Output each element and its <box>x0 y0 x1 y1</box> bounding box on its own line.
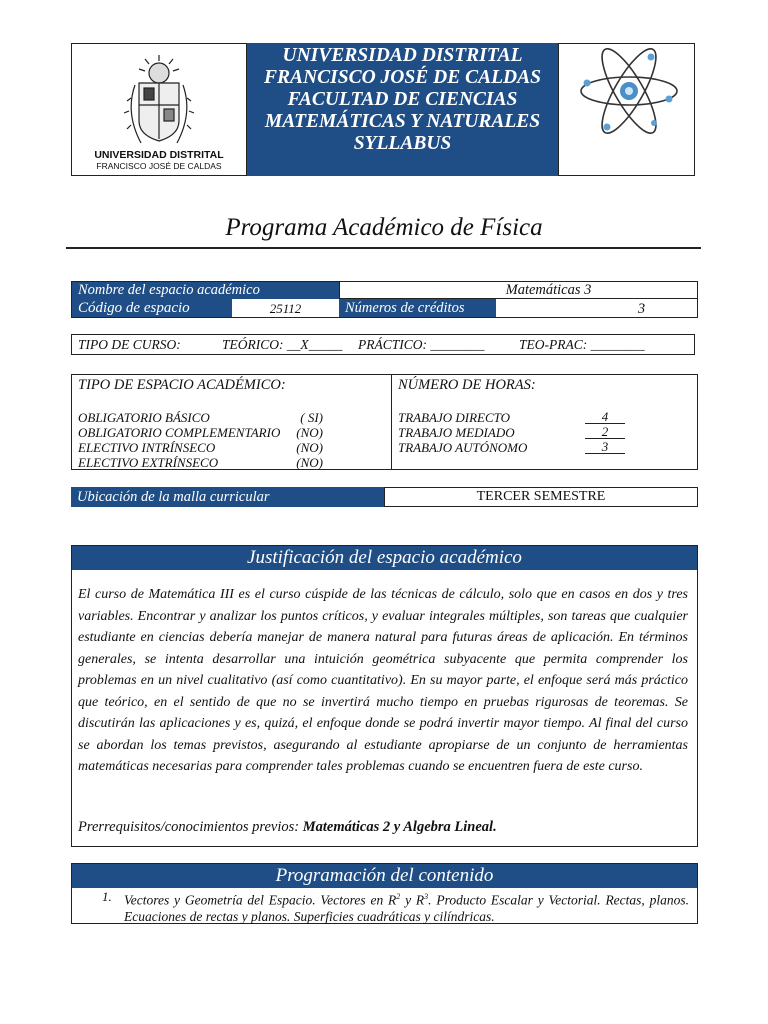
course-type-teoprac: TEO-PRAC: ________ <box>519 337 645 352</box>
space-type-item <box>78 425 323 440</box>
location-value: TERCER SEMESTRE <box>384 487 698 507</box>
space-type-name: ELECTIVO EXTRÍNSECO <box>78 455 219 470</box>
space-type-name: ELECTIVO INTRÍNSECO <box>78 440 216 455</box>
space-type-value: (NO) <box>296 425 323 440</box>
header-title-line: UNIVERSIDAD DISTRITAL <box>282 45 523 66</box>
program-title: Programa Académico de Física <box>225 214 543 241</box>
university-logo <box>71 43 247 176</box>
prereq-value: Matemáticas 2 y Algebra Lineal. <box>302 819 497 835</box>
space-type-item <box>78 455 323 470</box>
hours-value: 2 <box>585 425 625 439</box>
credits-label: Números de créditos <box>339 299 496 317</box>
course-type-row <box>71 334 695 355</box>
space-type-value: ( SI) <box>300 410 323 425</box>
content-sup1: 2 <box>396 892 401 901</box>
info-table <box>71 281 698 318</box>
space-type-value: (NO) <box>296 440 323 455</box>
hours-item <box>398 410 628 425</box>
hours-value: 4 <box>585 410 625 424</box>
header-title <box>247 43 558 176</box>
header-title-line: MATEMÁTICAS Y NATURALES <box>264 111 541 132</box>
content-text-c: . Producto Escalar y Vectorial. Rectas, planos. Ecuaciones de rectas y planos. Superficies cuadráticas y cilíndricas. <box>124 892 689 924</box>
code-value: 25112 <box>269 301 302 316</box>
header-title-line: FACULTAD DE CIENCIAS <box>287 89 518 110</box>
course-type-practico: PRÁCTICO: ________ <box>358 337 485 352</box>
hours-label: NÚMERO DE HORAS: <box>398 377 536 393</box>
justification-text: El curso de Matemática III es el curso cúspide de las técnicas de cálculo, solo que en casos en dos y tres variables. Encontrar y analizar los puntos críticos, y evaluar integrales múltiples, son tareas que cualquier estudiante en ciencias debería manejar de manera natural para futuras áreas de aplicación. En términos generales, se intenta desarrollar una intuición geométrica subyacente que permita comprender los problemas en un nivel cualitativo (así como cuantitativo). En su mayor parte, el enfoque será más práctico que teórico, en el sentido de que no se invertirá mucho tiempo en pruebas rigurosas de teoremas. Se discutirán las aplicaciones y es, quizá, el enfoque donde se podrá invertir mayor tiempo. Al final del curso se abordan los temas previstos, asegurando al estudiante apropiarse de un conjunto de herramientas matemáticas necesarias para comprender tales problemas cuando se encuentren fuera de este curso. <box>78 587 688 774</box>
hours-name: TRABAJO MEDIADO <box>398 425 515 440</box>
hours-name: TRABAJO DIRECTO <box>398 410 511 425</box>
name-value: Matemáticas 3 <box>339 282 697 299</box>
logo-name: UNIVERSIDAD DISTRITAL <box>94 149 224 161</box>
prerequisites <box>78 817 688 839</box>
space-type-item <box>78 440 323 455</box>
content-item <box>124 889 689 925</box>
atom-image <box>558 43 695 176</box>
hours-value: 3 <box>585 440 625 454</box>
justification-box <box>71 545 698 847</box>
space-type-name: OBLIGATORIO BÁSICO <box>78 410 210 425</box>
hours-name: TRABAJO AUTÓNOMO <box>398 440 528 455</box>
atom-icon <box>559 43 696 176</box>
logo-subname: FRANCISCO JOSÉ DE CALDAS <box>96 161 222 171</box>
prereq-label: Prerrequisitos/conocimientos previos: <box>78 819 300 835</box>
space-hours-table <box>71 374 698 470</box>
content-title: Programación del contenido <box>72 864 697 888</box>
space-type-name: OBLIGATORIO COMPLEMENTARIO <box>78 425 281 440</box>
content-box <box>71 863 698 924</box>
content-sup2: 3 <box>424 892 429 901</box>
credits-value: 3 <box>637 301 646 317</box>
header-title-line: FRANCISCO JOSÉ DE CALDAS <box>264 67 541 88</box>
content-text-a: Vectores y Geometría del Espacio. Vectores en R <box>124 892 397 908</box>
space-type-panel <box>72 375 392 469</box>
space-type-value: (NO) <box>296 455 323 470</box>
course-type-label: TIPO DE CURSO: <box>78 337 181 352</box>
location-label: Ubicación de la malla curricular <box>71 487 384 507</box>
code-label: Código de espacio <box>72 299 232 317</box>
header-title-line: SYLLABUS <box>353 133 452 154</box>
justification-title: Justificación del espacio académico <box>72 546 697 570</box>
space-type-label: TIPO DE ESPACIO ACADÉMICO: <box>78 377 286 393</box>
content-item-number: 1. <box>102 889 112 904</box>
hours-item <box>398 425 628 440</box>
title-divider <box>66 247 701 249</box>
course-type-teorico: TEÓRICO: __X_____ <box>222 337 343 352</box>
hours-panel <box>392 375 697 469</box>
space-type-item <box>78 410 323 425</box>
name-label: Nombre del espacio académico <box>72 282 339 299</box>
hours-item <box>398 440 628 455</box>
content-text-b: y R <box>400 892 425 908</box>
hours-list <box>398 410 628 455</box>
space-type-list <box>78 410 323 470</box>
